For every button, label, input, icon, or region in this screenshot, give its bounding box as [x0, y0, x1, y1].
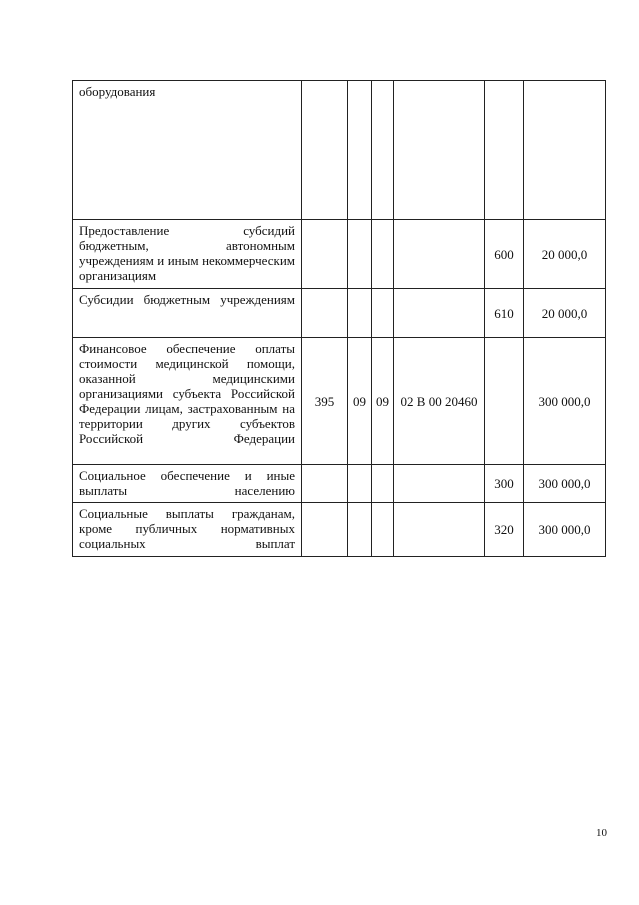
table-row — [73, 503, 606, 557]
ministry-code — [302, 81, 348, 220]
table-row — [73, 81, 606, 220]
ministry-code — [302, 220, 348, 289]
amount: 20 000,0 — [524, 289, 606, 338]
expense-type-code: 600 — [485, 220, 524, 289]
ministry-code: 395 — [302, 338, 348, 465]
row-name: Финансовое обеспечение оплаты стоимости медицинской помощи, оказанной медицинскими организациями субъекта Российской Федерации лицам, застрахованным на территории других субъектов Российской Федерации — [73, 338, 302, 465]
page-number: 10 — [596, 827, 607, 839]
target-article-code: 02 В 00 20460 — [394, 338, 485, 465]
amount: 300 000,0 — [524, 338, 606, 465]
section-code — [348, 220, 372, 289]
table-row — [73, 289, 606, 338]
target-article-code — [394, 503, 485, 557]
section-code — [348, 81, 372, 220]
amount: 20 000,0 — [524, 220, 606, 289]
target-article-code — [394, 465, 485, 503]
expense-type-code — [485, 338, 524, 465]
budget-table — [72, 80, 606, 557]
table-row — [73, 465, 606, 503]
section-code — [348, 503, 372, 557]
row-name: Субсидии бюджетным учреждениям — [73, 289, 302, 338]
subsection-code — [372, 220, 394, 289]
subsection-code — [372, 465, 394, 503]
ministry-code — [302, 289, 348, 338]
subsection-code — [372, 289, 394, 338]
subsection-code — [372, 503, 394, 557]
amount: 300 000,0 — [524, 503, 606, 557]
amount: 300 000,0 — [524, 465, 606, 503]
row-name: Социальные выплаты гражданам, кроме публичных нормативных социальных выплат — [73, 503, 302, 557]
table-row — [73, 338, 606, 465]
subsection-code — [372, 81, 394, 220]
ministry-code — [302, 465, 348, 503]
subsection-code: 09 — [372, 338, 394, 465]
row-name: Социальное обеспечение и иные выплаты населению — [73, 465, 302, 503]
section-code: 09 — [348, 338, 372, 465]
target-article-code — [394, 81, 485, 220]
row-name: Предоставление субсидий бюджетным, автономным учреждениям и иным некоммерческим организациям — [73, 220, 302, 289]
expense-type-code: 320 — [485, 503, 524, 557]
ministry-code — [302, 503, 348, 557]
target-article-code — [394, 220, 485, 289]
section-code — [348, 289, 372, 338]
section-code — [348, 465, 372, 503]
table-row — [73, 220, 606, 289]
row-name: оборудования — [73, 81, 302, 220]
target-article-code — [394, 289, 485, 338]
expense-type-code — [485, 81, 524, 220]
amount — [524, 81, 606, 220]
expense-type-code: 610 — [485, 289, 524, 338]
expense-type-code: 300 — [485, 465, 524, 503]
